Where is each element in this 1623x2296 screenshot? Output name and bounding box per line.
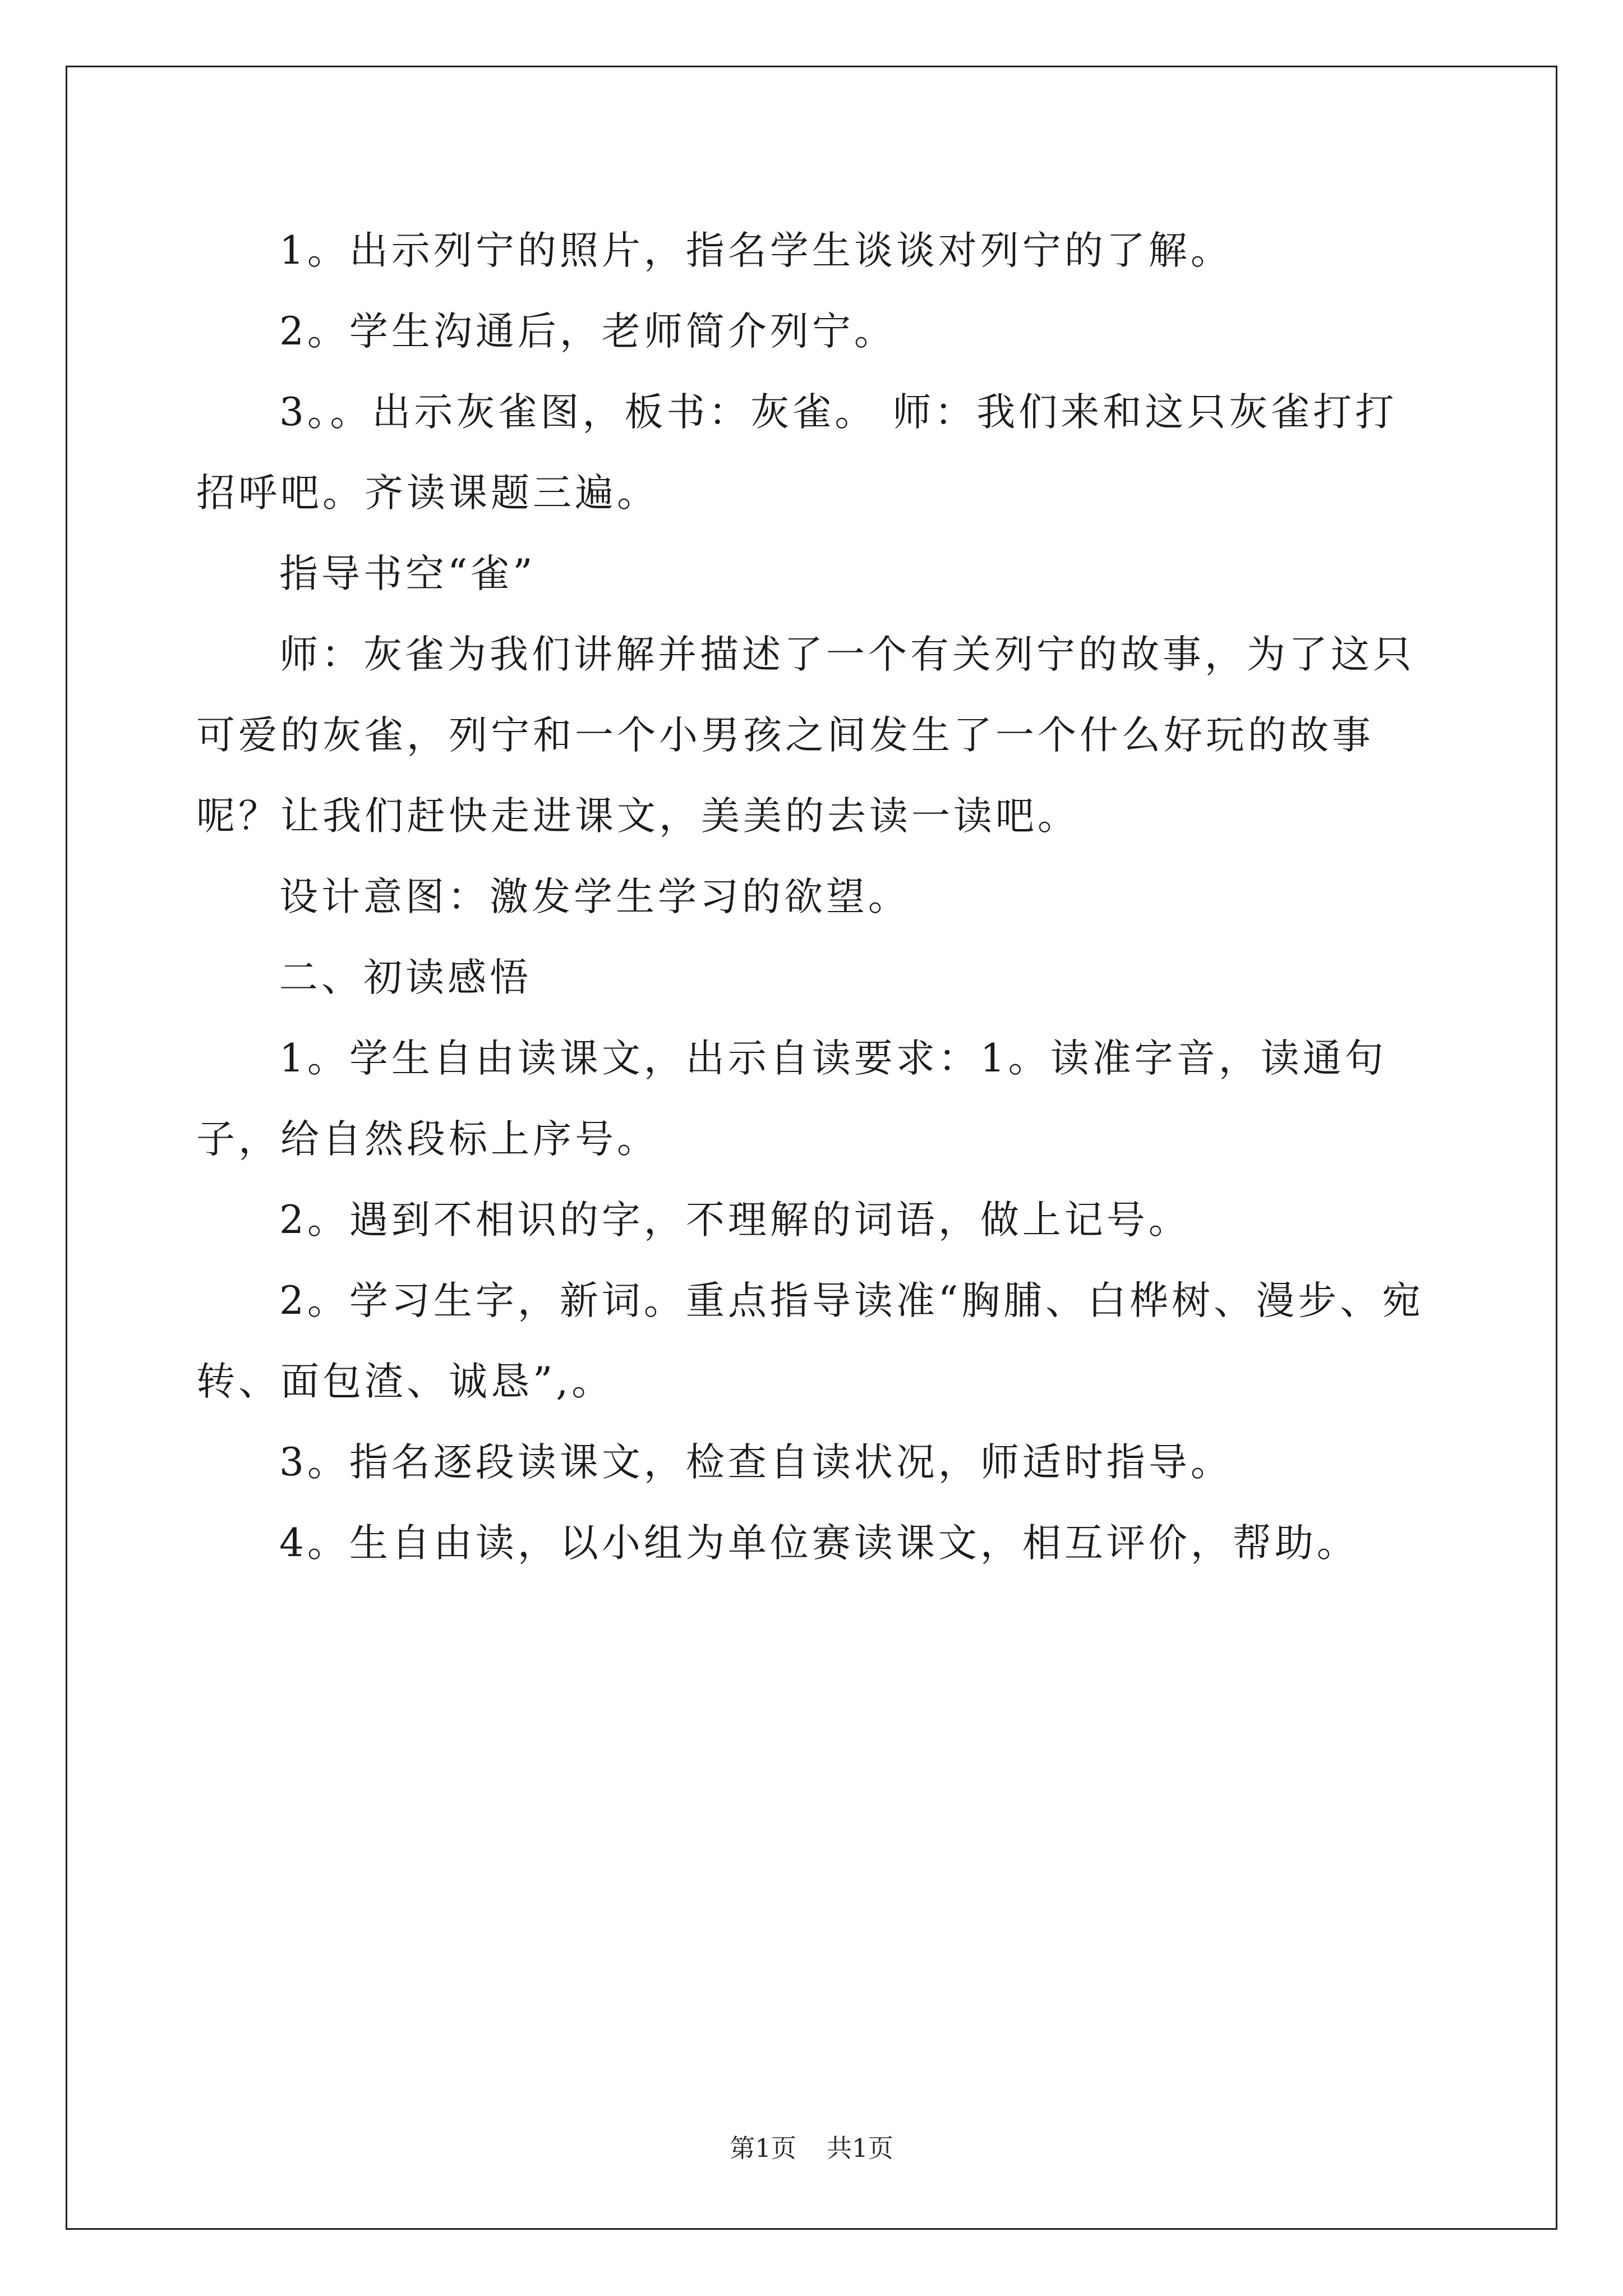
paragraph: 师：灰雀为我们讲解并描述了一个有关列宁的故事，为了这只可爱的灰雀，列宁和一个小男孩之间发生了一个什么好玩的故事呢？让我们赶快走进课文，美美的去读一读吧。 [196, 632, 1415, 839]
paragraph: 2。学习生字，新词。重点指导读准“胸脯、白桦树、漫步、宛转、面包渣、诚恳”,。 [196, 1278, 1424, 1404]
total-pages: 共1页 [827, 2133, 893, 2163]
paragraph: 4。生自由读，以小组为单位赛读课文，相互评价，帮助。 [279, 1521, 1359, 1566]
paragraph: 设计意图：激发学生学习的欲望。 [279, 875, 910, 919]
paragraph: 3。。出示灰雀图，板书：灰雀。 师：我们来和这只灰雀打打招呼吧。齐读课题三遍。 [196, 390, 1398, 516]
paragraph: 1。出示列宁的照片，指名学生谈谈对列宁的了解。 [279, 228, 1233, 273]
document-body [196, 210, 1436, 1584]
section-heading: 二、初读感悟 [279, 955, 532, 1000]
page-number: 第1页 [730, 2133, 796, 2163]
paragraph: 2。学生沟通后，老师简介列宁。 [279, 309, 896, 354]
paragraph: 指导书空“雀” [279, 551, 536, 596]
paragraph: 3。指名逐段读课文，检查自读状况，师适时指导。 [279, 1440, 1233, 1485]
paragraph: 2。遇到不相识的字，不理解的词语，做上记号。 [279, 1198, 1191, 1243]
paragraph: 1。学生自由读课文，出示自读要求：1。读准字音，读通句子，给自然段标上序号。 [196, 1036, 1387, 1162]
page-footer [0, 2128, 1623, 2164]
